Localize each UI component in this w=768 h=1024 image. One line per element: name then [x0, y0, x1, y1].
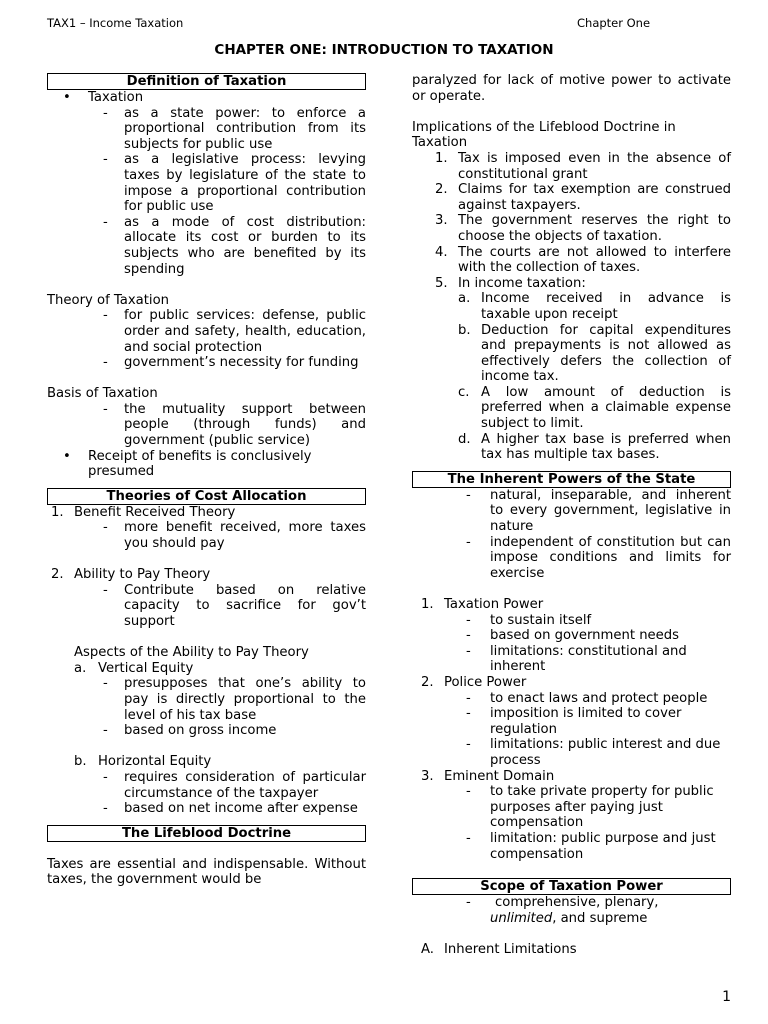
dash-icon: - — [466, 895, 471, 911]
dash-icon: - — [466, 706, 471, 722]
benefit-theory: 1. Benefit Received Theory — [51, 504, 236, 520]
dash-icon: - — [103, 723, 108, 739]
police-item: - imposition is limited to cover regulation — [466, 706, 682, 737]
dash-icon: - — [103, 308, 108, 324]
taxation-item: - to sustain itself — [466, 612, 592, 628]
horizontal-item: - requires consideration of particular circumstance of the taxpayer — [103, 769, 366, 801]
dash-icon: - — [466, 628, 471, 644]
dash-icon: - — [103, 214, 108, 230]
dash-icon: - — [103, 152, 108, 168]
scope-item: - comprehensive, plenary, unlimited, and supreme — [466, 895, 659, 926]
dash-icon: - — [103, 582, 108, 598]
dash-icon: - — [103, 676, 108, 692]
basis-heading: Basis of Taxation — [47, 386, 158, 402]
income-item: c. A low amount of deduction is preferred when a claimable expense subject to limit. — [458, 384, 731, 432]
police-item: - limitations: public interest and due process — [466, 737, 721, 768]
dash-icon: - — [103, 801, 108, 817]
inherent-powers-heading: The Inherent Powers of the State — [412, 471, 731, 488]
taxation-item: - based on government needs — [466, 628, 680, 644]
implication-item: 2. Claims for tax exemption are construed against taxpayers. — [435, 182, 731, 213]
aspects-label: Aspects of the Ability to Pay Theory — [74, 645, 309, 661]
definition-item: - as a legislative process: levying taxes by legislature of the state to impose a proportional contribution for public use — [103, 152, 366, 215]
implications-label: Implications of the Lifeblood Doctrine in Taxation — [412, 119, 676, 151]
right-column — [412, 73, 731, 957]
dash-icon: - — [103, 769, 108, 785]
lifeblood-text-end: paralyzed for lack of motive power to activate or operate. — [412, 73, 731, 104]
ability-item: - Contribute based on relative capacity to sacrifice for gov’t support — [103, 582, 366, 629]
vertical-item: - presupposes that one’s ability to pay is directly proportional to the level of his tax base — [103, 676, 366, 723]
cost-allocation-heading: Theories of Cost Allocation — [47, 488, 366, 505]
police-item: - to enact laws and protect people — [466, 690, 708, 706]
basis-item: - the mutuality support between people (through funds) and government (public service) — [103, 401, 366, 449]
eminent-domain: 3. Eminent Domain — [421, 768, 555, 784]
income-item: b. Deduction for capital expenditures and prepayments is not allowed as effectively defers the collection of income tax. — [458, 322, 731, 385]
vertical-item: - based on gross income — [103, 723, 277, 739]
dash-icon: - — [466, 643, 471, 659]
scope-heading: Scope of Taxation Power — [412, 878, 731, 895]
police-power: 2. Police Power — [421, 674, 527, 690]
bullet-icon: • — [63, 448, 71, 464]
dash-icon: - — [466, 830, 471, 846]
left-column — [47, 73, 366, 888]
page-number: 1 — [722, 989, 731, 1006]
inherent-item: - independent of constitution but can impose conditions and limits for exercise — [466, 534, 731, 581]
theory-heading: Theory of Taxation — [47, 292, 170, 308]
eminent-item: - limitation: public purpose and just compensation — [466, 830, 716, 862]
horizontal-item: - based on net income after expense — [103, 801, 358, 817]
dash-icon: - — [466, 534, 471, 550]
definition-item: - as a state power: to enforce a proportional contribution from its subjects for public use — [103, 105, 366, 152]
lifeblood-text-start: Taxes are essential and indispensable. Without taxes, the government would be — [47, 856, 366, 888]
benefit-item: - more benefit received, more taxes you should pay — [103, 520, 366, 552]
dash-icon: - — [466, 737, 471, 753]
lifeblood-heading: The Lifeblood Doctrine — [47, 825, 366, 842]
implication-item: 3. The government reserves the right to choose the objects of taxation. — [435, 213, 731, 244]
taxation-power: 1. Taxation Power — [421, 597, 544, 612]
definition-heading: Definition of Taxation — [47, 73, 366, 90]
implication-item: 4. The courts are not allowed to interfere with the collection of taxes. — [435, 244, 731, 276]
dash-icon: - — [466, 612, 471, 628]
dash-icon: - — [466, 784, 471, 800]
dash-icon: - — [466, 690, 471, 706]
running-header-left: TAX1 – Income Taxation — [47, 16, 184, 30]
implication-item: 5. In income taxation: — [435, 275, 586, 291]
eminent-item: - to take private property for public purposes after paying just compensation — [466, 784, 714, 831]
inherent-item: - natural, inseparable, and inherent to every government, legislative in nature — [466, 487, 731, 535]
taxation-item: - limitations: constitutional and inherent — [466, 643, 687, 675]
dash-icon: - — [466, 487, 471, 503]
theory-item: - for public services: defense, public order and safety, health, education, and social protection — [103, 308, 366, 355]
vertical-equity: a. Vertical Equity — [74, 660, 194, 676]
running-header-right: Chapter One — [577, 16, 651, 30]
bullet-icon: • — [63, 90, 71, 105]
income-item: a. Income received in advance is taxable upon receipt — [458, 291, 731, 322]
dash-icon: - — [103, 520, 108, 536]
income-item: d. A higher tax base is preferred when tax has multiple tax bases. — [458, 431, 731, 463]
inherent-limitations: A. Inherent Limitations — [421, 941, 577, 957]
implication-item: 1. Tax is imposed even in the absence of constitutional grant — [435, 150, 731, 182]
basis-bullet: • Receipt of benefits is conclusively presumed — [63, 448, 312, 480]
dash-icon: - — [103, 105, 108, 121]
chapter-title: CHAPTER ONE: INTRODUCTION TO TAXATION — [214, 42, 554, 58]
dash-icon: - — [103, 355, 108, 371]
dash-icon: - — [103, 401, 108, 417]
horizontal-equity: b. Horizontal Equity — [74, 754, 212, 770]
definition-bullet: • Taxation — [63, 90, 144, 105]
theory-item: - government’s necessity for funding — [103, 355, 359, 371]
ability-theory: 2. Ability to Pay Theory — [51, 567, 211, 583]
definition-item: - as a mode of cost distribution: allocate its cost or burden to its subjects who are benefited by its spending — [103, 214, 366, 277]
